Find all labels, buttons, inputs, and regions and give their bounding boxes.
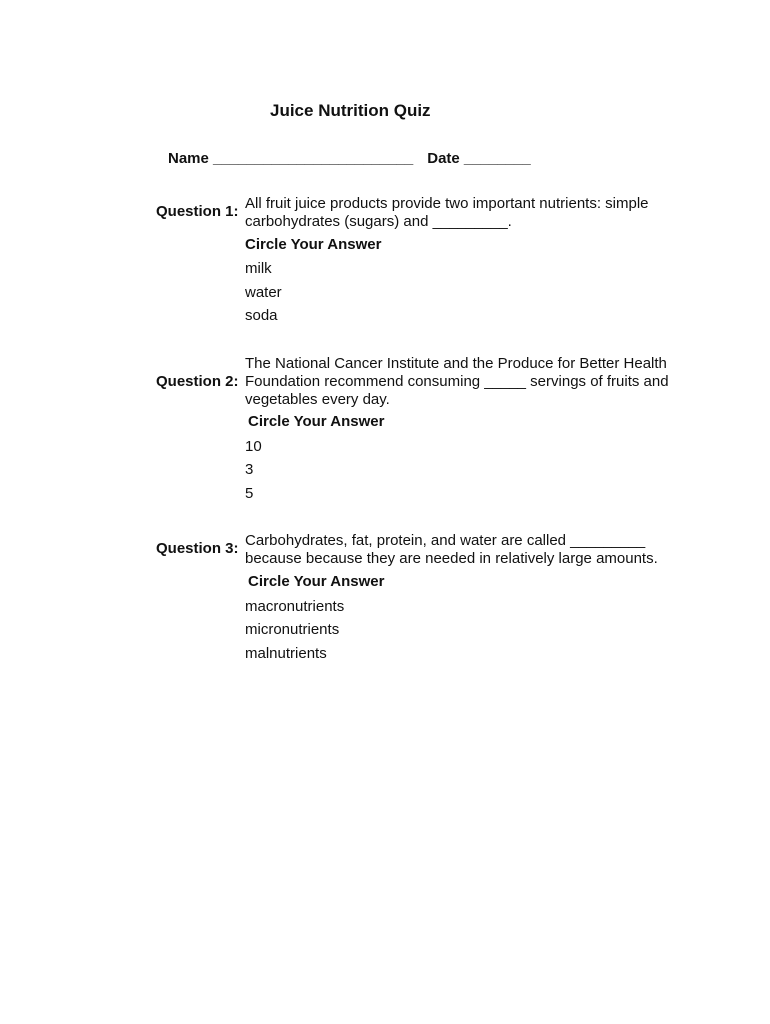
question-1-option-2[interactable]: water	[245, 284, 282, 301]
question-3-option-3[interactable]: malnutrients	[245, 645, 327, 662]
date-field-label: Date ________	[427, 150, 531, 167]
name-field-label: Name ________________________	[168, 150, 414, 167]
page-title: Juice Nutrition Quiz	[270, 101, 431, 120]
question-1-label: Question 1:	[156, 203, 239, 220]
question-2-option-1[interactable]: 10	[245, 438, 262, 455]
question-1-instruction: Circle Your Answer	[245, 236, 382, 253]
question-2-option-3[interactable]: 5	[245, 485, 254, 502]
question-2-label: Question 2:	[156, 373, 239, 390]
question-1-text: All fruit juice products provide two important nutrients: simple carbohydrates (sugars) and _________.	[245, 195, 649, 230]
question-2-instruction: Circle Your Answer	[248, 413, 385, 430]
name-date-line	[168, 150, 531, 167]
question-1-option-3[interactable]: soda	[245, 307, 278, 324]
question-3-label: Question 3:	[156, 540, 239, 557]
question-3-option-1[interactable]: macronutrients	[245, 598, 345, 615]
question-2-text: The National Cancer Institute and the Produce for Better Health Foundation recommend consuming _____ servings of fruits and vegetables every day.	[245, 355, 669, 408]
question-3-instruction: Circle Your Answer	[248, 573, 385, 590]
question-3-option-2[interactable]: micronutrients	[245, 621, 340, 638]
question-2-option-2[interactable]: 3	[245, 461, 254, 478]
question-1-option-1[interactable]: milk	[245, 260, 272, 277]
question-3-text: Carbohydrates, fat, protein, and water are called _________ because because they are needed in relatively large amounts.	[245, 532, 658, 567]
